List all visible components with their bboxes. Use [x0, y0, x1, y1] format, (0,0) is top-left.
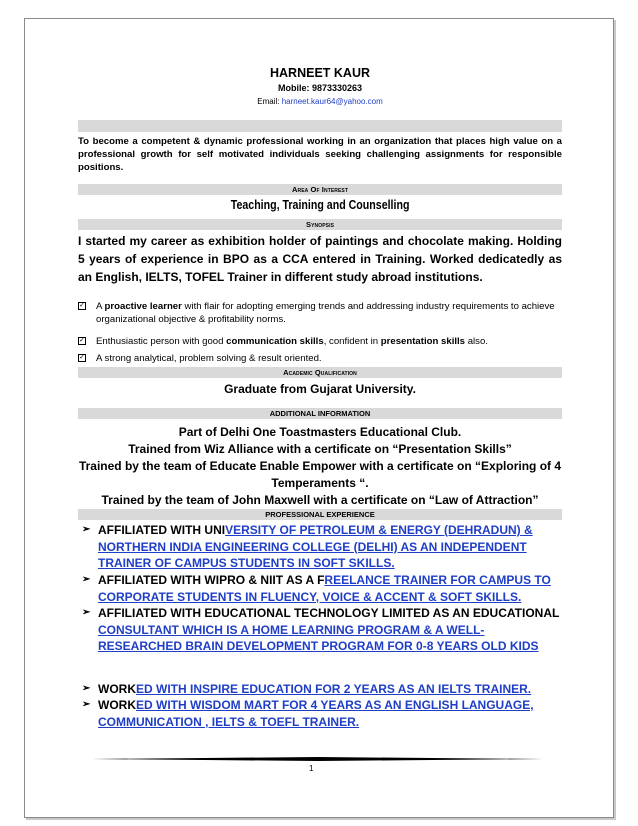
checkbox-check-icon: ✓	[79, 337, 85, 344]
additional-info-lines	[78, 424, 562, 509]
synopsis-bullet: ✓ A proactive learner with flair for adopting emerging trends and addressing industry requirements to achieve organizational objective & profitability norms.	[79, 301, 555, 325]
synopsis-heading: Synopsis	[78, 219, 562, 230]
additional-info-heading: ADDITIONAL INFORMATION	[78, 408, 562, 419]
additional-info-line: Trained by the team of Educate Enable Empower with a certificate on “Exploring of 4 Temperaments “.	[78, 459, 562, 490]
arrow-bullet-icon: ➢	[82, 574, 91, 585]
email-line	[78, 97, 562, 106]
academic-text: Graduate from Gujarat University.	[224, 382, 416, 396]
experience-heading: PROFESSIONAL EXPERIENCE	[78, 509, 562, 520]
arrow-bullet-icon: ➢	[82, 524, 91, 535]
experience-item: ➢ WORKED WITH WISDOM MART FOR 4 YEARS AS AN ENGLISH LANGUAGE, COMMUNICATION , IELTS & TOEFL TRAINER.	[82, 698, 534, 729]
arrow-bullet-icon: ➢	[82, 699, 91, 710]
checkbox-check-icon: ✓	[79, 302, 85, 309]
mobile-number: Mobile: 9873330263	[277, 83, 363, 93]
email-label: Email:	[257, 97, 282, 106]
synopsis-bullet: ✓ Enthusiastic person with good communication skills, confident in presentation skills also.	[79, 336, 488, 347]
synopsis-bullet: ✓ A strong analytical, problem solving & result oriented.	[79, 353, 322, 364]
academic-heading: Academic Qualification	[78, 367, 562, 378]
experience-item: ➢ AFFILIATED WITH WIPRO & NIIT AS A FREELANCE TRAINER FOR CAMPUS TO CORPORATE STUDENTS IN FLUENCY, VOICE & ACCENT & SOFT SKILLS.	[82, 573, 551, 604]
additional-info-line: Trained from Wiz Alliance with a certificate on “Presentation Skills”	[128, 442, 512, 456]
experience-item: ➢ WORKED WITH INSPIRE EDUCATION FOR 2 YEARS AS AN IELTS TRAINER.	[82, 682, 532, 696]
email-link[interactable]: harneet.kaur64@yahoo.com	[281, 97, 383, 106]
arrow-bullet-icon: ➢	[82, 607, 91, 618]
synopsis-text: I started my career as exhibition holder of paintings and chocolate making. Holding 5 years of experience in BPO as a CCA entered in Training. Worked dedicatedly as an English, IELTS, TOFEL Trainer in different study abroad institutions.	[78, 234, 562, 284]
objective-band	[78, 120, 562, 132]
experience-item: ➢ AFFILIATED WITH UNIVERSITY OF PETROLEUM & ENERGY (DEHRADUN) & NORTHERN INDIA ENGINEERING COLLEGE (DELHI) AS AN INDEPENDENT TRAINER OF CAMPUS STUDENTS IN SOFT SKILLS.	[82, 523, 533, 570]
experience-item: ➢ AFFILIATED WITH EDUCATIONAL TECHNOLOGY LIMITED AS AN EDUCATIONAL CONSULTANT WHICH IS A HOME LEARNING PROGRAM & A WELL-RESEARCHED BRAIN DEVELOPMENT PROGRAM FOR 0-8 YEARS OLD KIDS	[82, 606, 560, 653]
checkbox-check-icon: ✓	[79, 354, 85, 361]
objective-text: To become a competent & dynamic professional working in an organization that places high value on a professional growth for self motivated individuals seeking challenging assignments for responsible positions.	[78, 136, 562, 173]
area-of-interest-text: Teaching, Training and Counselling	[230, 198, 410, 212]
page-number: 1	[309, 764, 314, 773]
arrow-bullet-icon: ➢	[82, 683, 91, 694]
additional-info-line: Part of Delhi One Toastmasters Educational Club.	[178, 425, 462, 439]
candidate-name: HARNEET KAUR	[270, 66, 370, 80]
area-of-interest-heading: Area Of Interest	[78, 184, 562, 195]
additional-info-line: Trained by the team of John Maxwell with a certificate on “Law of Attraction”	[101, 493, 539, 507]
footer-divider	[92, 757, 544, 761]
